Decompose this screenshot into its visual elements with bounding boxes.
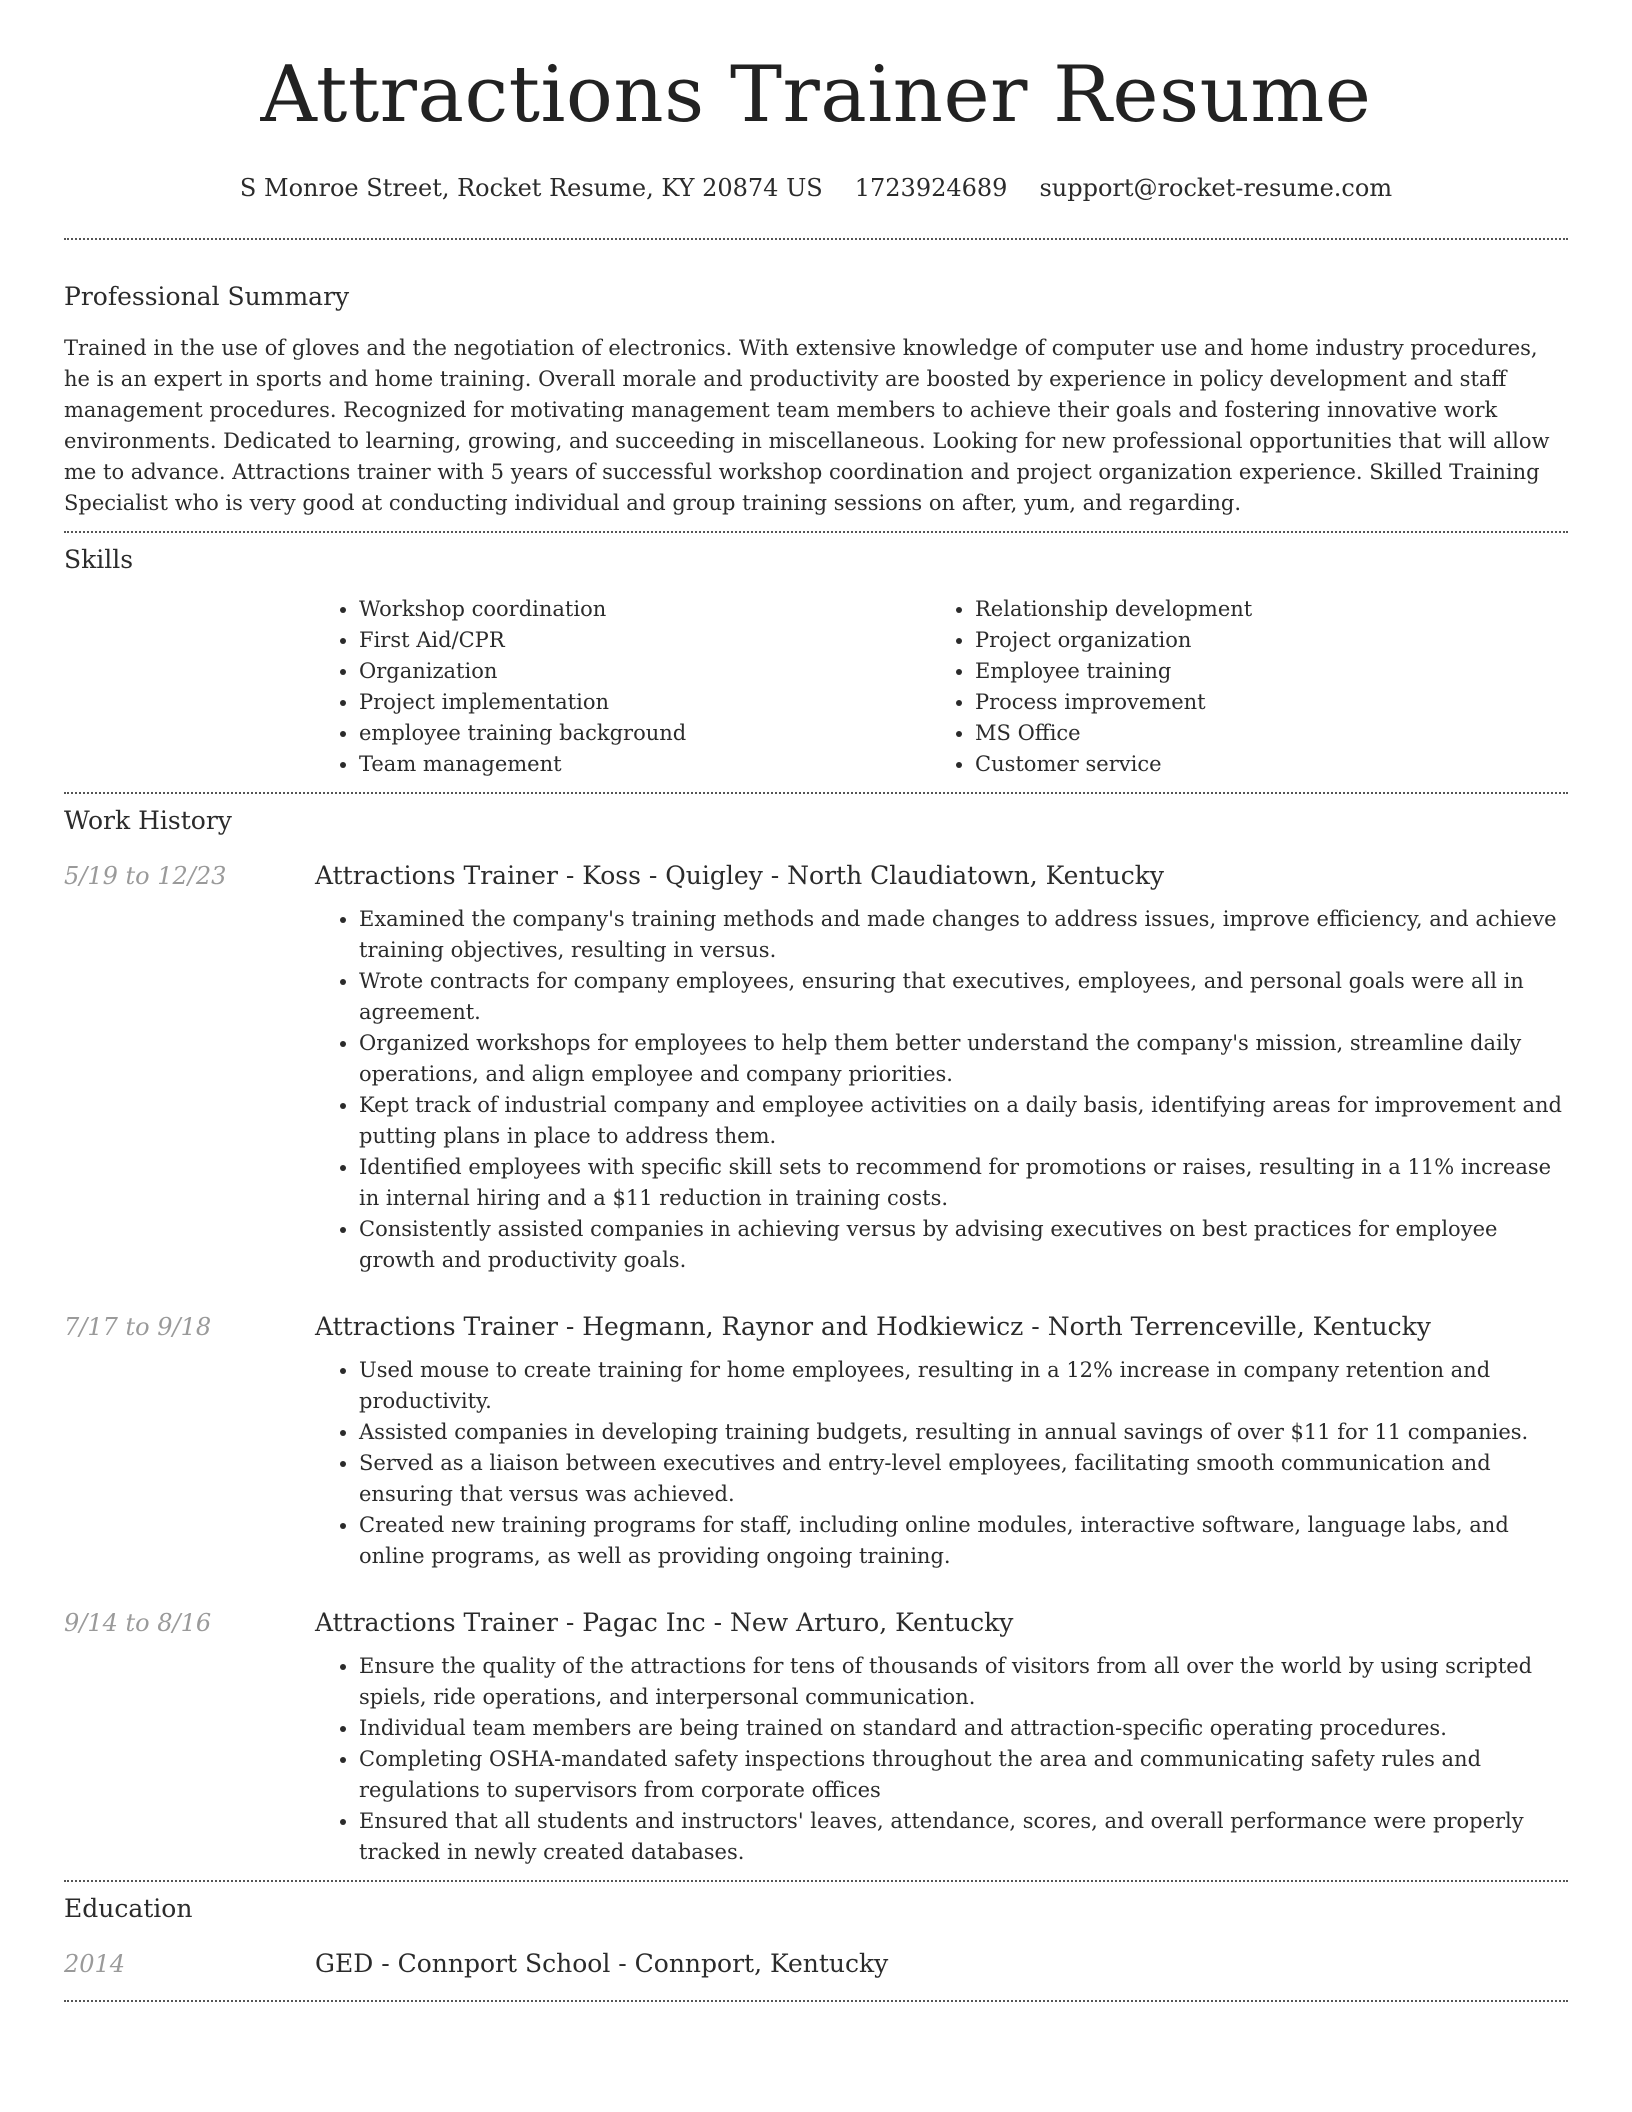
job-bullets [315,904,1568,1276]
skill-item: • employee training background [359,718,931,749]
job-bullet: • Ensure the quality of the attractions for tens of thousands of visitors from all over the world by using scripted spiels, ride operations, and interpersonal communication. [359,1651,1568,1713]
skill-item: • Organization [359,656,931,687]
skill-item: • Customer service [975,749,1547,780]
contact-line [64,174,1568,202]
job-header [64,861,1568,890]
job-header [64,1312,1568,1341]
skill-item: • Project implementation [359,687,931,718]
job-bullet: • Completing OSHA-mandated safety inspections throughout the area and communicating safety rules and regulations to supervisors from corporate offices [359,1744,1568,1806]
job-bullets [315,1651,1568,1868]
work-section [64,806,1568,1868]
job-dates: 5/19 to 12/23 [64,862,227,890]
job-bullet: • Created new training programs for staff, including online modules, interactive software, language labs, and online programs, as well as providing ongoing training. [359,1510,1568,1572]
skills-section [64,545,1568,780]
job-entry [64,1608,1568,1868]
education-section [64,1894,1568,1978]
job-dates: 7/17 to 9/18 [64,1313,212,1341]
job-bullet: • Examined the company's training methods and made changes to address issues, improve efficiency, and achieve training objectives, resulting in versus. [359,904,1568,966]
job-bullets [315,1355,1568,1572]
job-dates: 9/14 to 8/16 [64,1609,212,1637]
job-title: Attractions Trainer - Pagac Inc - New Arturo, Kentucky [315,1608,1014,1637]
address-text: S Monroe Street, Rocket Resume, KY 20874 US [239,174,823,202]
job-bullet: • Individual team members are being trained on standard and attraction-specific operating procedures. [359,1713,1568,1744]
divider [64,792,1568,794]
job-title: Attractions Trainer - Koss - Quigley - North Claudiatown, Kentucky [315,861,1164,890]
skill-item: • Project organization [975,625,1547,656]
skills-list-right [931,594,1547,780]
job-bullet: • Organized workshops for employees to help them better understand the company's mission, streamline daily operations, and align employee and company priorities. [359,1028,1568,1090]
summary-section [64,282,1568,519]
education-title: GED - Connport School - Connport, Kentucky [315,1949,889,1978]
skill-item: • Process improvement [975,687,1547,718]
email-text: support@rocket-resume.com [1039,174,1393,202]
job-bullet: • Served as a liaison between executives and entry-level employees, facilitating smooth communication and ensuring that versus was achieved. [359,1448,1568,1510]
job-entry [64,1312,1568,1572]
skills-heading: Skills [64,545,134,574]
job-bullet: • Wrote contracts for company employees, ensuring that executives, employees, and personal goals were all in agreement. [359,966,1568,1028]
education-year: 2014 [64,1950,126,1978]
skill-item: • Relationship development [975,594,1547,625]
divider [64,1880,1568,1882]
job-entry [64,861,1568,1276]
education-entry [64,1949,1568,1978]
job-header [64,1608,1568,1637]
skill-item: • First Aid/CPR [359,625,931,656]
skills-grid [315,594,1568,780]
summary-heading: Professional Summary [64,282,350,311]
skills-list-left [315,594,931,780]
work-heading: Work History [64,806,232,835]
job-bullet: • Consistently assisted companies in achieving versus by advising executives on best practices for employee growth and productivity goals. [359,1214,1568,1276]
skill-item: • Employee training [975,656,1547,687]
divider [64,531,1568,533]
divider [64,2000,1568,2002]
skill-item: • Workshop coordination [359,594,931,625]
job-bullet: • Identified employees with specific skill sets to recommend for promotions or raises, resulting in a 11% increase in internal hiring and a $11 reduction in training costs. [359,1152,1568,1214]
job-bullet: • Kept track of industrial company and employee activities on a daily basis, identifying areas for improvement and putting plans in place to address them. [359,1090,1568,1152]
job-bullet: • Assisted companies in developing training budgets, resulting in annual savings of over $11 for 11 companies. [359,1417,1568,1448]
job-title: Attractions Trainer - Hegmann, Raynor and Hodkiewicz - North Terrenceville, Kentucky [315,1312,1431,1341]
resume-title: Attractions Trainer Resume [260,50,1372,140]
skill-item: • MS Office [975,718,1547,749]
job-bullet: • Ensured that all students and instructors' leaves, attendance, scores, and overall performance were properly tracked in newly created databases. [359,1806,1568,1868]
skill-item: • Team management [359,749,931,780]
education-heading: Education [64,1894,193,1923]
divider [64,238,1568,240]
job-bullet: • Used mouse to create training for home employees, resulting in a 12% increase in company retention and productivity. [359,1355,1568,1417]
summary-text: Trained in the use of gloves and the negotiation of electronics. With extensive knowledge of computer use and home industry procedures, he is an expert in sports and home training. Overall morale and productivity are boosted by experience in policy development and staff management procedures. Recognized for motivating management team members to achieve their goals and fostering innovative work environments. Dedicated to learning, growing, and succeeding in miscellaneous. Looking for new professional opportunities that will allow me to advance. Attractions trainer with 5 years of successful workshop coordination and project organization experience. Skilled Training Specialist who is very good at conducting individual and group training sessions on after, yum, and regarding. [64,336,1550,515]
phone-text: 1723924689 [854,174,1008,202]
